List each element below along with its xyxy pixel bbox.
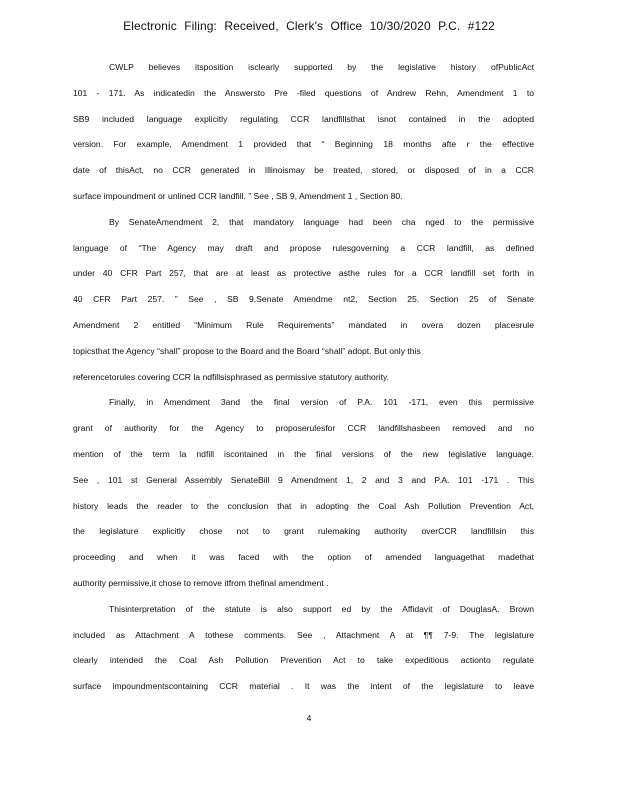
text-line: under 40 CFR Part 257, that are at least as protective asthe rules for a CCR landfill set forth in <box>73 268 534 279</box>
text-line: date of thisAct, no CCR generated in Illinoismay be treated, stored, or disposed of in a CCR <box>73 165 534 176</box>
text-line: Finally, in Amendment 3and the final version of P.A. 101 -171, even this permissive <box>109 397 534 408</box>
text-line: authority permissive,it chose to remove itfrom thefinal amendment . <box>73 577 329 588</box>
text-line: SB9 included language explicitly regulating CCR landfillsthat isnot contained in the adopted <box>73 113 534 124</box>
text-line: surface impoundmentscontaining CCR material . It was the intent of the legislature to leave <box>73 681 534 692</box>
text-line: grant of authority for the Agency to proposerulesfor CCR landfillshasbeen removed and no <box>73 423 534 434</box>
filing-header: Electronic Filing: Received, Clerk's Office 10/30/2020 P.C. #122 <box>123 19 495 33</box>
text-line: See , 101 st General Assembly SenateBill 9 Amendment 1, 2 and 3 and P.A. 101 -171 . This <box>73 474 534 485</box>
text-line: proceeding and when it was faced with the option of amended languagethat madethat <box>73 552 534 563</box>
text-line: topicsthat the Agency “shall” propose to the Board and the Board “shall” adopt. But only this <box>73 345 421 356</box>
body-text <box>73 61 534 706</box>
text-line: Amendment 2 entitled “Minimum Rule Requirements” mandated in overa dozen placesrule <box>73 319 534 330</box>
text-line: history leads the reader to the conclusion that in adopting the Coal Ash Pollution Prevention Act, <box>73 500 534 511</box>
text-line: Thisinterpretation of the statute is also support ed by the Affidavit of DouglasA. Brown <box>109 603 534 614</box>
text-line: included as Attachment A tothese comments. See , Attachment A at ¶¶ 7-9. The legislature <box>73 629 534 640</box>
text-line: version. For example, Amendment 1 provided that “ Beginning 18 months afte r the effective <box>73 139 534 150</box>
text-line: referencetorules covering CCR la ndfillsisphrased as permissive statutory authority. <box>73 371 390 382</box>
text-line: language of “The Agency may draft and propose rulesgoverning a CCR landfill, as defined <box>73 242 534 253</box>
text-line: clearly intended the Coal Ash Pollution Prevention Act to take expeditious actionto regulate <box>73 655 534 666</box>
text-line: 40 CFR Part 257. ” See , SB 9,Senate Amendme nt2, Section 25. Section 25 of Senate <box>73 294 534 305</box>
text-line: the legislature explicitly chose not to grant rulemaking authority overCCR landfillsin this <box>73 526 534 537</box>
text-line: By SenateAmendment 2, that mandatory language had been cha nged to the permissive <box>109 216 534 227</box>
text-line: surface impoundment or unlined CCR landfill. ” See , SB 9, Amendment 1 , Section 80. <box>73 190 403 201</box>
text-line: CWLP believes itsposition isclearly supported by the legislative history ofPublicAct <box>109 62 534 72</box>
page-number: 4 <box>306 713 312 723</box>
text-line: 101 - 171. As indicatedin the Answersto Pre -filed questions of Andrew Rehn, Amendment 1 to <box>73 87 534 98</box>
text-line: mention of the term la ndfill iscontained in the final versions of the new legislative language. <box>73 448 534 459</box>
